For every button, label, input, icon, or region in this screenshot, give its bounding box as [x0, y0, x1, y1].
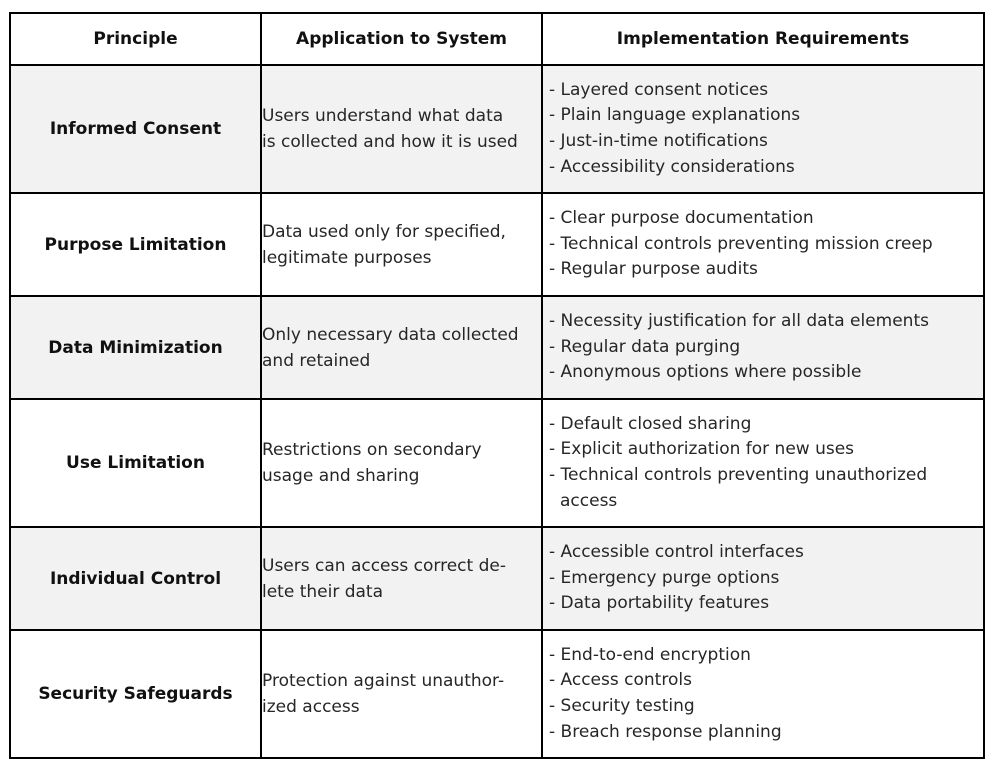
application-text: Users understand what data is collected and how it is used	[262, 106, 518, 152]
header-principle: Principle	[10, 13, 261, 65]
requirement-item: - Necessity justification for all data elements	[549, 311, 929, 332]
header-application: Application to System	[261, 13, 542, 65]
application-text: Data used only for specified, legitimate purposes	[262, 221, 506, 268]
requirements-list	[543, 412, 983, 514]
application-cell	[261, 630, 542, 758]
principle-cell: Use Limitation	[10, 399, 261, 527]
requirement-item: - Just-in-time notifications	[549, 131, 768, 151]
table-row	[10, 630, 984, 758]
application-cell	[261, 296, 542, 399]
requirement-item: - Technical controls preventing mission creep	[549, 233, 933, 254]
application-cell	[261, 527, 542, 630]
requirement-item: - Accessibility considerations	[549, 156, 795, 177]
requirement-item: - Emergency purge options	[549, 567, 780, 588]
requirement-item: - Security testing	[549, 696, 695, 716]
requirement-item: - Breach response planning	[549, 721, 782, 742]
requirement-item: - Access controls	[549, 670, 692, 691]
requirements-cell	[542, 65, 984, 193]
table-header-row	[10, 13, 984, 65]
requirements-list	[543, 206, 983, 283]
requirement-item: - Layered consent notices	[549, 79, 769, 100]
principle-cell: Individual Control	[10, 527, 261, 630]
requirements-list	[543, 309, 983, 386]
requirement-item: - Regular purpose audits	[549, 259, 758, 280]
requirements-list	[543, 78, 983, 180]
application-cell	[261, 65, 542, 193]
requirement-item: - Data portability features	[549, 593, 770, 614]
requirements-cell	[542, 527, 984, 630]
requirements-list	[543, 643, 983, 745]
application-text: Only necessary data collected and retained	[262, 324, 519, 371]
requirement-item: - Default closed sharing	[549, 413, 752, 434]
requirement-item: - Clear purpose documentation	[549, 208, 814, 229]
header-implementation: Implementation Requirements	[542, 13, 984, 65]
requirements-cell	[542, 630, 984, 758]
table-row	[10, 65, 984, 193]
table-row	[10, 399, 984, 527]
principle-cell: Informed Consent	[10, 65, 261, 193]
requirement-item: - Explicit authorization for new uses	[549, 439, 855, 460]
requirement-item: - End-to-end encryption	[549, 644, 751, 665]
table-row	[10, 193, 984, 296]
requirement-item: - Anonymous options where possible	[549, 362, 862, 383]
requirement-item: - Plain language explanations	[549, 105, 801, 126]
requirements-cell	[542, 399, 984, 527]
table-row	[10, 527, 984, 630]
principles-table	[9, 12, 985, 759]
requirements-list	[543, 540, 983, 617]
requirement-item: - Technical controls preventing unauthorized access	[549, 465, 928, 511]
principle-cell: Purpose Limitation	[10, 193, 261, 296]
table-row	[10, 296, 984, 399]
requirements-cell	[542, 193, 984, 296]
application-text: Restrictions on secondary usage and sharing	[262, 440, 482, 486]
application-text: Users can access correct de- lete their data	[262, 555, 506, 602]
application-cell	[261, 399, 542, 527]
requirement-item: - Regular data purging	[549, 336, 741, 357]
requirements-cell	[542, 296, 984, 399]
application-cell	[261, 193, 542, 296]
application-text: Protection against unauthor- ized access	[262, 671, 505, 717]
requirement-item: - Accessible control interfaces	[549, 542, 804, 563]
principle-cell: Security Safeguards	[10, 630, 261, 758]
principle-cell: Data Minimization	[10, 296, 261, 399]
